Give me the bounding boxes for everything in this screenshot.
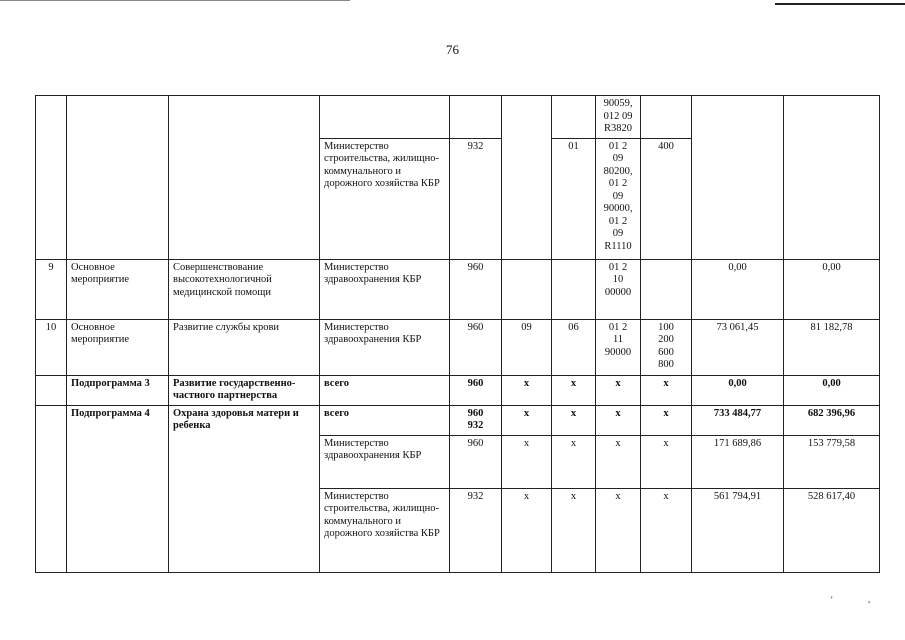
num-cell: 9 bbox=[36, 259, 67, 319]
pr-cell: х bbox=[552, 488, 596, 572]
top-rule bbox=[0, 0, 350, 1]
rz-cell: х bbox=[502, 435, 552, 488]
kcsr-cell: 01 2 09 80200, 01 2 09 90000, 01 2 09 R1110 bbox=[596, 138, 641, 259]
grbs-cell: Министерство здравоохранения КБР bbox=[320, 259, 450, 319]
budget-table bbox=[35, 95, 880, 573]
value1-cell: 0,00 bbox=[692, 375, 784, 405]
table-row bbox=[36, 319, 880, 375]
grbs-cell: всего bbox=[320, 405, 450, 435]
code-cell: 932 bbox=[450, 138, 502, 259]
status-cell bbox=[67, 96, 169, 260]
kcsr-cell: х bbox=[596, 488, 641, 572]
num-cell: 10 bbox=[36, 319, 67, 375]
table-row bbox=[36, 96, 880, 139]
code-cell: 960 bbox=[450, 435, 502, 488]
name-cell: Охрана здоровья матери и ребенка bbox=[169, 405, 320, 572]
code-cell: 960 932 bbox=[450, 405, 502, 435]
name-cell bbox=[169, 96, 320, 260]
rz-cell: 09 bbox=[502, 319, 552, 375]
value1-cell: 733 484,77 bbox=[692, 405, 784, 435]
value2-cell: 81 182,78 bbox=[784, 319, 880, 375]
num-cell bbox=[36, 405, 67, 572]
vr-cell: х bbox=[641, 375, 692, 405]
scan-mark: ˛ bbox=[868, 593, 871, 603]
grbs-cell: Министерство строительства, жилищно-коммунального и дорожного хозяйства КБР bbox=[320, 488, 450, 572]
pr-cell bbox=[552, 259, 596, 319]
pr-cell: х bbox=[552, 435, 596, 488]
kcsr-cell: х bbox=[596, 375, 641, 405]
rz-cell: х bbox=[502, 375, 552, 405]
vr-cell: х bbox=[641, 488, 692, 572]
code-cell bbox=[450, 96, 502, 139]
pr-cell: х bbox=[552, 375, 596, 405]
grbs-cell: Министерство строительства, жилищно-коммунального и дорожного хозяйства КБР bbox=[320, 138, 450, 259]
num-cell bbox=[36, 375, 67, 405]
value1-cell bbox=[692, 96, 784, 260]
scan-mark: ' bbox=[831, 595, 833, 605]
rz-cell bbox=[502, 96, 552, 260]
vr-cell bbox=[641, 259, 692, 319]
grbs-cell: всего bbox=[320, 375, 450, 405]
rz-cell: х bbox=[502, 488, 552, 572]
value2-cell bbox=[784, 96, 880, 260]
num-cell bbox=[36, 96, 67, 260]
grbs-cell: Министерство здравоохранения КБР bbox=[320, 435, 450, 488]
name-cell: Развитие государственно-частного партнерства bbox=[169, 375, 320, 405]
name-cell: Развитие службы крови bbox=[169, 319, 320, 375]
rz-cell: х bbox=[502, 405, 552, 435]
status-cell: Подпрограмма 3 bbox=[67, 375, 169, 405]
kcsr-cell: х bbox=[596, 435, 641, 488]
value2-cell: 153 779,58 bbox=[784, 435, 880, 488]
status-cell: Основное мероприятие bbox=[67, 319, 169, 375]
subprogram-row bbox=[36, 375, 880, 405]
value1-cell: 0,00 bbox=[692, 259, 784, 319]
subprogram-row bbox=[36, 405, 880, 435]
pr-cell bbox=[552, 96, 596, 139]
code-cell: 960 bbox=[450, 319, 502, 375]
name-cell: Совершенствование высокотехнологичной медицинской помощи bbox=[169, 259, 320, 319]
value2-cell: 682 396,96 bbox=[784, 405, 880, 435]
value2-cell: 0,00 bbox=[784, 259, 880, 319]
vr-cell bbox=[641, 96, 692, 139]
pr-cell: 06 bbox=[552, 319, 596, 375]
grbs-cell: Министерство здравоохранения КБР bbox=[320, 319, 450, 375]
vr-cell: 100 200 600 800 bbox=[641, 319, 692, 375]
top-right-rule bbox=[775, 3, 905, 5]
pr-cell: 01 bbox=[552, 138, 596, 259]
code-cell: 960 bbox=[450, 375, 502, 405]
vr-cell: х bbox=[641, 405, 692, 435]
value1-cell: 561 794,91 bbox=[692, 488, 784, 572]
page-number: 76 bbox=[446, 42, 459, 57]
status-cell: Подпрограмма 4 bbox=[67, 405, 169, 572]
kcsr-cell: 01 2 11 90000 bbox=[596, 319, 641, 375]
value2-cell: 528 617,40 bbox=[784, 488, 880, 572]
vr-cell: 400 bbox=[641, 138, 692, 259]
pr-cell: х bbox=[552, 405, 596, 435]
grbs-cell bbox=[320, 96, 450, 139]
value1-cell: 73 061,45 bbox=[692, 319, 784, 375]
code-cell: 932 bbox=[450, 488, 502, 572]
status-cell: Основное мероприятие bbox=[67, 259, 169, 319]
value1-cell: 171 689,86 bbox=[692, 435, 784, 488]
vr-cell: х bbox=[641, 435, 692, 488]
value2-cell: 0,00 bbox=[784, 375, 880, 405]
kcsr-cell: 01 2 10 00000 bbox=[596, 259, 641, 319]
kcsr-cell: х bbox=[596, 405, 641, 435]
code-cell: 960 bbox=[450, 259, 502, 319]
rz-cell bbox=[502, 259, 552, 319]
table-row bbox=[36, 259, 880, 319]
kcsr-cell: 90059, 012 09 R3820 bbox=[596, 96, 641, 139]
